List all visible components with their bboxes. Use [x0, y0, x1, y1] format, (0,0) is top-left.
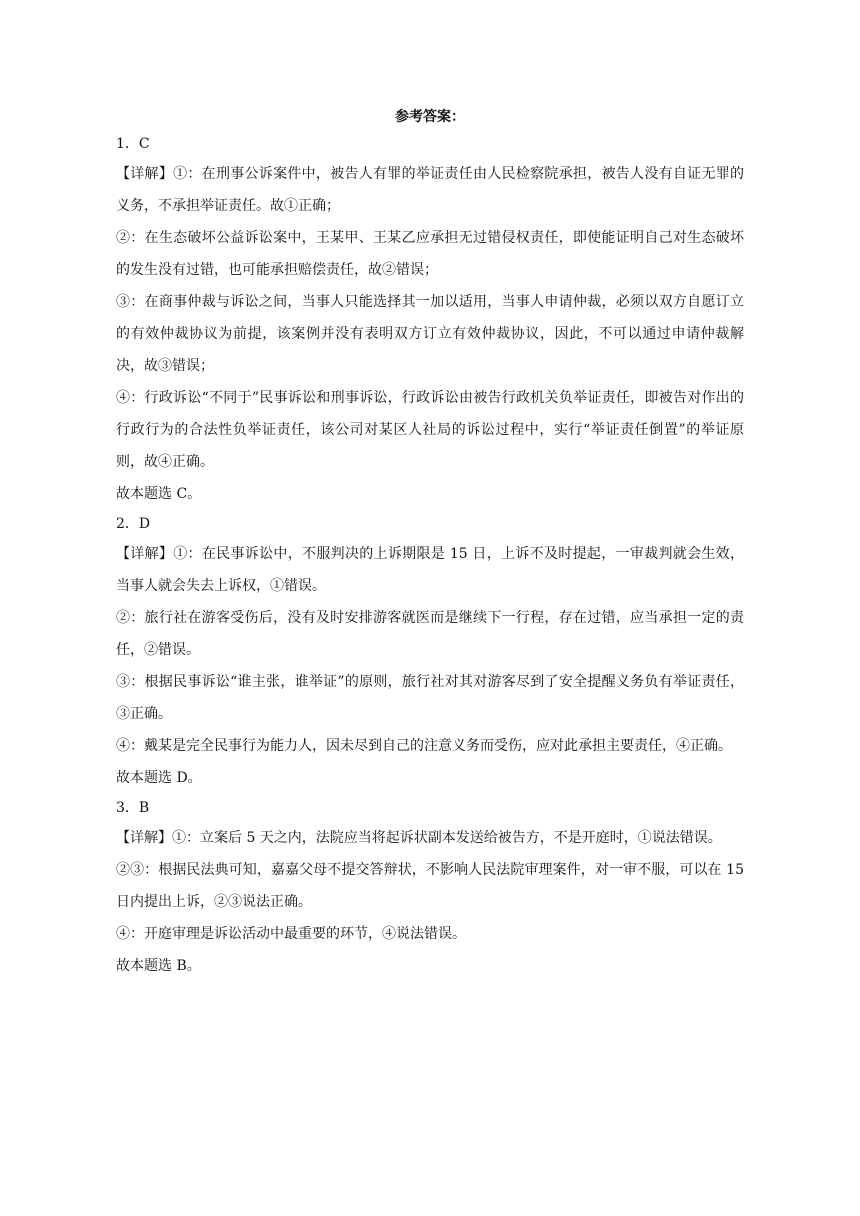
answer-3-explanation-3: ④：开庭审理是诉讼活动中最重要的环节，④说法错误。: [116, 926, 466, 942]
answer-1-explanation-1: 【详解】①：在刑事公诉案件中，被告人有罪的举证责任由人民检察院承担，被告人没有自证无罪的义务，不承担举证责任。故①正确；: [116, 166, 744, 214]
answer-2-explanation-2: ②：旅行社在游客受伤后，没有及时安排游客就医而是继续下一行程，存在过错，应当承担一定的责任，②错误。: [116, 610, 744, 658]
answer-1-conclusion: 故本题选 C。: [116, 486, 202, 502]
answer-2-explanation-3: ③：根据民事诉讼“谁主张，谁举证”的原则，旅行社对其对游客尽到了安全提醒义务负有举证责任，③正确。: [116, 674, 744, 722]
answer-2-explanation-4: ④：戴某是完全民事行为能力人，因未尽到自己的注意义务而受伤，应对此承担主要责任，④正确。: [116, 738, 732, 754]
answer-1-label: 1．C: [116, 136, 150, 152]
page-title: 参考答案：: [395, 109, 465, 125]
answer-3-conclusion: 故本题选 B。: [116, 958, 201, 974]
answer-1-explanation-2: ②：在生态破坏公益诉讼案中，王某甲、王某乙应承担无过错侵权责任，即使能证明自己对生态破坏的发生没有过错，也可能承担赔偿责任，故②错误；: [116, 230, 744, 278]
answer-1-explanation-4: ④：行政诉讼“不同于”民事诉讼和刑事诉讼，行政诉讼由被告行政机关负举证责任，即被告对作出的行政行为的合法性负举证责任，该公司对某区人社局的诉讼过程中，实行“举证责任倒置”的举证原则，故④正确。: [116, 390, 744, 470]
answer-2-conclusion: 故本题选 D。: [116, 770, 202, 786]
answer-2-explanation-1: 【详解】①：在民事诉讼中，不服判决的上诉期限是 15 日，上诉不及时提起，一审裁判就会生效，当事人就会失去上诉权，①错误。: [116, 546, 744, 594]
answer-1-explanation-3: ③：在商事仲裁与诉讼之间，当事人只能选择其一加以适用，当事人申请仲裁，必须以双方自愿订立的有效仲裁协议为前提，该案例并没有表明双方订立有效仲裁协议，因此，不可以通过申请仲裁解决，故③错误；: [116, 294, 744, 374]
answer-document: [116, 104, 744, 982]
answer-3-explanation-1: 【详解】①：立案后 5 天之内，法院应当将起诉状副本发送给被告方，不是开庭时，①说法错误。: [116, 830, 722, 846]
answer-3-label: 3．B: [116, 800, 150, 816]
answer-2-label: 2．D: [116, 516, 151, 532]
answer-3-explanation-2: ②③：根据民法典可知，嘉嘉父母不提交答辩状，不影响人民法院审理案件，对一审不服，可以在 15 日内提出上诉，②③说法正确。: [116, 862, 744, 910]
